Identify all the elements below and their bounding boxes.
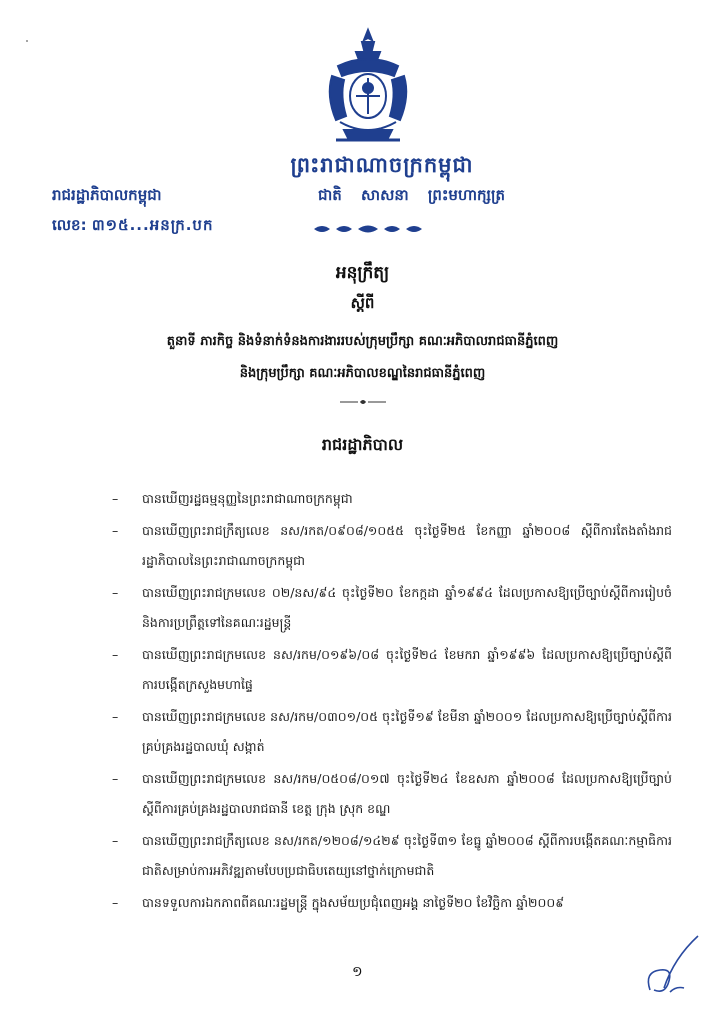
list-dash: –: [112, 523, 119, 538]
reference-label: លេខ:: [52, 216, 87, 234]
government-label: រាជរដ្ឋាភិបាលកម្ពុជា: [52, 186, 162, 204]
reference-value: ៣១៥...អនក្រ.បក: [91, 216, 214, 234]
list-dash: –: [112, 709, 119, 724]
list-item: [112, 826, 672, 886]
scan-speck: [26, 40, 28, 42]
list-item-text: បានឃើញព្រះរាជក្រមលេខ នស/រកម/០៣០១/០៥ ចុះថ្ងៃទី១៩ ខែមីនា ឆ្នាំ២០០១ ដែលប្រកាសឱ្យប្រើច្បាប់ស្តីពីការគ្រប់គ្រងរដ្ឋបាលឃុំ សង្កាត់: [142, 709, 672, 754]
document-type: អនុក្រឹត្យ: [335, 263, 390, 283]
list-dash: –: [112, 491, 119, 506]
list-dash: –: [112, 771, 119, 786]
list-item: [112, 516, 672, 576]
kingdom-title: ព្រះរាជាណាចក្រកម្ពុជា: [290, 153, 474, 177]
list-item-text: បានឃើញព្រះរាជក្រមលេខ នស/រកម/០១៩៦/០៨ ចុះថ្ងៃទី២៤ ខែមករា ឆ្នាំ១៩៩៦ ដែលប្រកាសឱ្យប្រើច្បាប់ស្តីពីការបង្កើតក្រសួងមហាផ្ទៃ: [142, 647, 672, 692]
subject-line-1: តួនាទី ភារកិច្ច និងទំនាក់ទំនងការងាររបស់ក្រុមប្រឹក្សា គណៈអភិបាលរាជធានីភ្នំពេញ: [166, 334, 559, 349]
issuer-heading: រាជរដ្ឋាភិបាល: [321, 435, 404, 454]
about-label: ស្តីពី: [350, 294, 375, 312]
title-divider: [340, 398, 386, 406]
list-dash: –: [112, 895, 119, 910]
page-number: ១: [352, 964, 363, 980]
list-item: [112, 764, 672, 824]
list-dash: –: [112, 833, 119, 848]
list-item: [112, 888, 672, 918]
initial-signature: [630, 930, 702, 1002]
royal-arms-emblem: [318, 26, 418, 150]
header-ornament: [312, 222, 424, 236]
list-item-text: បានឃើញព្រះរាជក្រមលេខ នស/រកម/០៥០៨/០១៧ ចុះថ្ងៃទី២៤ ខែឧសភា ឆ្នាំ២០០៨ ដែលប្រកាសឱ្យប្រើច្បាប់ស្តីពីការគ្រប់គ្រងរដ្ឋបាលរាជធានី ខេត្ត ក្រុង ស្រុក ខណ្ឌ: [142, 771, 672, 816]
considerations-list: [112, 484, 672, 920]
list-item: [112, 702, 672, 762]
list-item-text: បានឃើញព្រះរាជក្រឹត្យលេខ នស/រកត/១២០៨/១៤២៩ ចុះថ្ងៃទី៣១ ខែធ្នូ ឆ្នាំ២០០៨ ស្តីពីការបង្កើតគណៈកម្មាធិការជាតិសម្រាប់ការអភិវឌ្ឍតាមបែបប្រជាធិបតេយ្យនៅថ្នាក់ក្រោមជាតិ: [142, 833, 672, 878]
national-motto: ជាតិ សាសនា ព្រះមហាក្សត្រ: [318, 186, 505, 204]
list-item-text: បានឃើញព្រះរាជក្រឹត្យលេខ នស/រកត/០៩០៨/១០៥៥ ចុះថ្ងៃទី២៥ ខែកញ្ញា ឆ្នាំ២០០៨ ស្តីពីការតែងតាំងរាជរដ្ឋាភិបាលនៃព្រះរាជាណាចក្រកម្ពុជា: [142, 523, 672, 568]
list-dash: –: [112, 647, 119, 662]
list-item: [112, 640, 672, 700]
list-item-text: បានឃើញព្រះរាជក្រមលេខ ០២/នស/៩៤ ចុះថ្ងៃទី២០ ខែកក្កដា ឆ្នាំ១៩៩៤ ដែលប្រកាសឱ្យប្រើច្បាប់ស្តីពីការរៀបចំ និងការប្រព្រឹត្តទៅនៃគណៈរដ្ឋមន្ត្រី: [142, 585, 672, 630]
reference-number: [52, 216, 213, 238]
list-item: [112, 484, 672, 514]
list-item-text: បានឃើញរដ្ឋធម្មនុញ្ញនៃព្រះរាជាណាចក្រកម្ពុជា: [142, 491, 353, 506]
list-item-text: បានទទួលការឯកភាពពីគណៈរដ្ឋមន្ត្រី ក្នុងសម័យប្រជុំពេញអង្គ នាថ្ងៃទី២០ ខែវិច្ឆិកា ឆ្នាំ២០០៩: [142, 895, 565, 910]
subject-line-2: និងក្រុមប្រឹក្សា គណៈអភិបាលខណ្ឌនៃរាជធានីភ្នំពេញ: [239, 366, 486, 381]
list-dash: –: [112, 585, 119, 600]
list-item: [112, 578, 672, 638]
